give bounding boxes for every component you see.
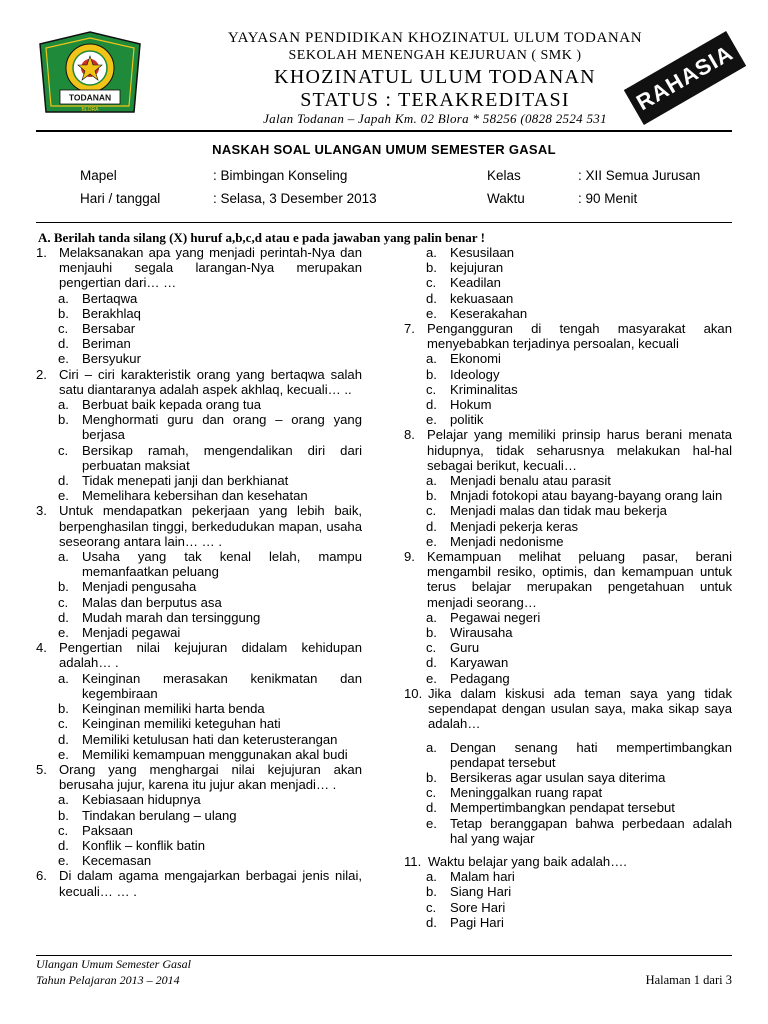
option-letter: c.: [58, 594, 69, 610]
option-text: Karyawan: [450, 655, 509, 671]
option-text: Dengan senang hati mempertimbangkan pendapat tersebut: [450, 739, 732, 770]
question-column-right: [404, 245, 732, 930]
option-letter: b.: [58, 807, 69, 823]
question-text: Pelajar yang memiliki prinsip harus berani menata hidupnya, tidak seharusnya melakukan hal-hal sebagai berikut, kecuali…: [427, 427, 732, 473]
option-text: Pegawai negeri: [450, 609, 541, 625]
option-text: Bersikeras agar usulan saya diterima: [450, 769, 666, 785]
option-text: Menjadi malas dan tidak mau bekerja: [450, 503, 667, 519]
option-text: Tetap beranggapan bahwa perbedaan adalah hal yang wajar: [450, 815, 732, 846]
option-text: Kebiasaan hidupnya: [82, 792, 201, 808]
answer-option[interactable]: [404, 260, 732, 275]
answer-option[interactable]: [404, 640, 732, 655]
option-text: Bersabar: [82, 321, 136, 337]
answer-option[interactable]: [404, 740, 732, 770]
option-text: Sore Hari: [450, 899, 506, 915]
option-text: Usaha yang tak kenal lelah, mampu memanfaatkan peluang: [82, 549, 362, 580]
option-letter: e.: [58, 853, 69, 869]
stamp-label: RAHASIA: [632, 39, 738, 116]
option-text: Menjadi pengusaha: [82, 579, 197, 595]
answer-option[interactable]: [36, 716, 362, 731]
option-letter: a.: [58, 670, 69, 686]
option-text: Bersyukur: [82, 351, 141, 367]
answer-option[interactable]: [404, 770, 732, 785]
answer-option[interactable]: [404, 412, 732, 427]
question-number: 4.: [36, 640, 47, 656]
option-letter: b.: [426, 488, 437, 504]
option-text: Mudah marah dan tersinggung: [82, 609, 261, 625]
question: [36, 503, 362, 549]
question-text: Pengangguran di tengah masyarakat akan menyebabkan terjadinya persoalan, kecuali: [427, 321, 732, 352]
question-text: Kemampuan melihat peluang pasar, berani mengambil resiko, optimis, dan kemampuan untuk terus belajar merupakan pengetahuan untuk menjadi seorang…: [427, 549, 732, 610]
option-letter: e.: [58, 488, 69, 504]
option-letter: e.: [426, 815, 437, 831]
option-letter: c.: [426, 640, 437, 656]
option-text: Berbuat baik kepada orang tua: [82, 397, 262, 413]
accreditation-status: STATUS : TERAKREDITASI: [300, 89, 570, 111]
option-letter: b.: [426, 366, 437, 382]
time-label: Waktu: [487, 191, 525, 206]
option-letter: b.: [58, 701, 69, 717]
option-letter: b.: [58, 305, 69, 321]
answer-option[interactable]: [36, 412, 362, 442]
question-number: 11.: [404, 853, 422, 869]
class-label: Kelas: [487, 168, 521, 183]
option-letter: d.: [426, 914, 437, 930]
section-instruction: A. Berilah tanda silang (X) huruf a,b,c,d atau e pada jawaban yang palin benar !: [38, 230, 485, 245]
logo-sublabel: BLORA: [81, 107, 99, 113]
option-letter: a.: [58, 549, 69, 565]
option-text: politik: [450, 412, 484, 428]
answer-option[interactable]: [404, 245, 732, 260]
answer-option[interactable]: [404, 351, 732, 366]
option-letter: c.: [58, 321, 69, 337]
option-letter: c.: [426, 275, 437, 291]
option-letter: b.: [58, 412, 69, 428]
question: [36, 245, 362, 291]
question: [404, 854, 732, 869]
question: [36, 762, 362, 792]
option-letter: b.: [58, 579, 69, 595]
option-text: Malam hari: [450, 869, 515, 885]
question: [36, 868, 362, 898]
answer-option[interactable]: [36, 488, 362, 503]
option-letter: c.: [426, 381, 437, 397]
question-text: Jika dalam kiskusi ada teman saya yang tidak sependapat dengan usulan saya, maka sikap saya adalah…: [428, 685, 732, 732]
day-label: Hari / tanggal: [80, 191, 161, 206]
document-title: NASKAH SOAL ULANGAN UMUM SEMESTER GASAL: [212, 142, 556, 157]
option-text: Menjadi nedonisme: [450, 533, 564, 549]
answer-option[interactable]: [404, 915, 732, 930]
subject-label: Mapel: [80, 168, 117, 183]
answer-option[interactable]: [36, 549, 362, 579]
answer-option[interactable]: [404, 503, 732, 518]
question-text: Waktu belajar yang baik adalah….: [428, 853, 627, 869]
option-text: Keinginan memiliki harta benda: [82, 701, 265, 717]
option-text: Pedagang: [450, 670, 510, 686]
answer-option[interactable]: [36, 351, 362, 366]
answer-option[interactable]: [404, 625, 732, 640]
header-divider: [36, 130, 732, 132]
answer-option[interactable]: [404, 534, 732, 549]
question-text: Melaksanakan apa yang menjadi perintah-Nya dan menjauhi segala larangan-Nya merupakan pengertian dari… …: [59, 245, 362, 291]
answer-option[interactable]: [404, 816, 732, 846]
option-text: Bersikap ramah, mengendalikan diri dari perbuatan maksiat: [82, 442, 362, 473]
answer-option[interactable]: [404, 397, 732, 412]
option-letter: d.: [426, 397, 437, 413]
footer-divider: [36, 955, 732, 956]
option-letter: c.: [426, 785, 437, 801]
answer-option[interactable]: [404, 800, 732, 815]
question-number: 5.: [36, 761, 47, 777]
answer-option[interactable]: [404, 275, 732, 290]
subject-value: : Bimbingan Konseling: [213, 168, 348, 183]
option-letter: d.: [426, 655, 437, 671]
option-letter: c.: [58, 442, 69, 458]
option-letter: a.: [426, 473, 437, 489]
option-text: Berakhlaq: [82, 305, 141, 321]
question-number: 2.: [36, 366, 47, 382]
question-number: 7.: [404, 321, 415, 337]
question-text: Di dalam agama mengajarkan berbagai jenis nilai, kecuali… … .: [59, 868, 362, 899]
answer-option[interactable]: [36, 397, 362, 412]
option-letter: c.: [426, 503, 437, 519]
option-letter: e.: [58, 746, 69, 762]
option-letter: c.: [58, 822, 69, 838]
answer-option[interactable]: [36, 838, 362, 853]
option-letter: b.: [426, 769, 437, 785]
option-text: Memiliki ketulusan hati dan keterusterangan: [82, 731, 338, 747]
option-letter: a.: [426, 609, 437, 625]
answer-option[interactable]: [36, 732, 362, 747]
school-crest-icon: [36, 30, 144, 114]
answer-option[interactable]: [36, 306, 362, 321]
answer-option[interactable]: [404, 291, 732, 306]
option-text: Pagi Hari: [450, 914, 504, 930]
answer-option[interactable]: [36, 747, 362, 762]
answer-option[interactable]: [404, 367, 732, 382]
page-number: Halaman 1 dari 3: [645, 973, 732, 987]
option-text: Malas dan berputus asa: [82, 594, 222, 610]
answer-option[interactable]: [36, 823, 362, 838]
foundation-name: YAYASAN PENDIDIKAN KHOZINATUL ULUM TODANAN: [227, 30, 643, 46]
answer-option[interactable]: [404, 884, 732, 899]
option-text: Keinginan memiliki keteguhan hati: [82, 716, 281, 732]
answer-option[interactable]: [404, 869, 732, 884]
answer-option[interactable]: [404, 900, 732, 915]
option-text: kejujuran: [450, 260, 504, 276]
option-text: Kecemasan: [82, 853, 152, 869]
answer-option[interactable]: [36, 808, 362, 823]
option-letter: d.: [426, 518, 437, 534]
answer-option[interactable]: [36, 671, 362, 701]
question: [404, 549, 732, 610]
question: [404, 321, 732, 351]
school-type: SEKOLAH MENENGAH KEJURUAN ( SMK ): [288, 48, 582, 63]
answer-option[interactable]: [36, 473, 362, 488]
option-letter: d.: [426, 290, 437, 306]
answer-option[interactable]: [36, 579, 362, 594]
day-value: : Selasa, 3 Desember 2013: [213, 191, 377, 206]
option-letter: e.: [426, 533, 437, 549]
answer-option[interactable]: [36, 625, 362, 640]
option-text: Wirausaha: [450, 625, 513, 641]
question-text: Orang yang menghargai nilai kejujuran akan berusaha jujur, karena itu jujur akan menjadi… .: [59, 761, 362, 793]
footer-academic-year: Tahun Pelajaran 2013 – 2014: [36, 973, 180, 987]
answer-option[interactable]: [404, 610, 732, 625]
time-value: : 90 Menit: [578, 191, 638, 206]
answer-option[interactable]: [36, 792, 362, 807]
question: [36, 640, 362, 670]
option-text: Menghormati guru dan orang – orang yang berjasa: [82, 412, 362, 443]
question-text: Pengertian nilai kejujuran didalam kehidupan adalah… .: [59, 640, 362, 671]
option-text: Keadilan: [450, 275, 501, 291]
option-text: Menjadi benalu atau parasit: [450, 473, 611, 489]
option-letter: a.: [426, 739, 437, 755]
question: [404, 686, 732, 732]
option-letter: d.: [58, 731, 69, 747]
question-number: 3.: [36, 503, 47, 519]
option-text: Mnjadi fotokopi atau bayang-bayang orang lain: [450, 488, 723, 504]
answer-option[interactable]: [36, 853, 362, 868]
option-letter: d.: [426, 800, 437, 816]
option-text: Keinginan merasakan kenikmatan dan kegembiraan: [82, 670, 362, 701]
option-letter: e.: [58, 351, 69, 367]
option-text: Meninggalkan ruang rapat: [450, 785, 603, 801]
option-letter: d.: [58, 473, 69, 489]
option-letter: d.: [58, 837, 69, 853]
option-text: Memelihara kebersihan dan kesehatan: [82, 488, 308, 504]
question-number: 1.: [36, 245, 47, 260]
option-letter: e.: [426, 412, 437, 428]
option-letter: a.: [426, 245, 437, 260]
option-text: Memiliki kemampuan menggunakan akal budi: [82, 746, 348, 762]
option-letter: e.: [426, 670, 437, 686]
question-number: 10.: [404, 685, 423, 701]
option-letter: b.: [426, 260, 437, 276]
option-text: Kriminalitas: [450, 381, 518, 397]
answer-option[interactable]: [404, 306, 732, 321]
question-number: 9.: [404, 549, 415, 565]
option-text: Tidak menepati janji dan berkhianat: [82, 473, 289, 489]
option-text: Ekonomi: [450, 351, 501, 367]
option-letter: a.: [426, 351, 437, 367]
answer-option[interactable]: [404, 671, 732, 686]
option-letter: e.: [58, 625, 69, 641]
answer-option[interactable]: [36, 610, 362, 625]
option-text: Bertaqwa: [82, 290, 138, 306]
answer-option[interactable]: [404, 655, 732, 670]
answer-option[interactable]: [36, 701, 362, 716]
option-text: Tindakan berulang – ulang: [82, 807, 237, 823]
option-text: Keserakahan: [450, 305, 528, 321]
option-letter: a.: [58, 792, 69, 808]
answer-option[interactable]: [404, 382, 732, 397]
option-letter: d.: [58, 609, 69, 625]
option-text: Guru: [450, 640, 480, 656]
option-letter: c.: [426, 899, 437, 915]
option-text: Hokum: [450, 397, 492, 413]
answer-option[interactable]: [36, 443, 362, 473]
school-address: Jalan Todanan – Japah Km. 02 Blora * 58256 (0828 2524 531: [263, 111, 607, 126]
question-text: Ciri – ciri karakteristik orang yang bertaqwa salah satu diantaranya adalah aspek akhlaq, kecuali… ..: [59, 366, 362, 397]
answer-option[interactable]: [36, 321, 362, 336]
option-text: Kesusilaan: [450, 245, 515, 260]
option-letter: e.: [426, 305, 437, 321]
question-number: 8.: [404, 427, 415, 443]
answer-option[interactable]: [404, 785, 732, 800]
option-letter: b.: [426, 625, 437, 641]
question: [404, 427, 732, 473]
option-text: Siang Hari: [450, 884, 512, 900]
meta-divider: [36, 222, 732, 223]
answer-option[interactable]: [404, 519, 732, 534]
logo-label: TODANAN: [68, 92, 112, 103]
class-value: : XII Semua Jurusan: [578, 168, 701, 183]
answer-option[interactable]: [404, 473, 732, 488]
option-letter: a.: [58, 397, 69, 413]
option-text: Menjadi pegawai: [82, 625, 181, 641]
option-letter: d.: [58, 336, 69, 352]
answer-option[interactable]: [36, 336, 362, 351]
answer-option[interactable]: [36, 291, 362, 306]
answer-option[interactable]: [404, 488, 732, 503]
option-text: Paksaan: [82, 822, 133, 838]
option-text: Konflik – konflik batin: [82, 837, 206, 853]
answer-option[interactable]: [36, 595, 362, 610]
option-letter: a.: [426, 869, 437, 885]
option-letter: a.: [58, 290, 69, 306]
question-column-left: [36, 245, 362, 899]
option-letter: b.: [426, 884, 437, 900]
question-text: Untuk mendapatkan pekerjaan yang lebih baik, berpenghasilan tinggi, berkedudukan mapan, usaha seseorang antara lain… … .: [59, 503, 362, 549]
option-text: Menjadi pekerja keras: [450, 518, 579, 534]
option-text: kekuasaan: [450, 290, 514, 306]
option-text: Ideology: [450, 366, 500, 382]
question-number: 6.: [36, 868, 47, 884]
school-name: KHOZINATUL ULUM TODANAN: [274, 66, 596, 88]
option-text: Mempertimbangkan pendapat tersebut: [450, 800, 675, 816]
question: [36, 367, 362, 397]
option-text: Beriman: [82, 336, 131, 352]
footer-exam-name: Ulangan Umum Semester Gasal: [36, 957, 191, 971]
option-letter: c.: [58, 716, 69, 732]
